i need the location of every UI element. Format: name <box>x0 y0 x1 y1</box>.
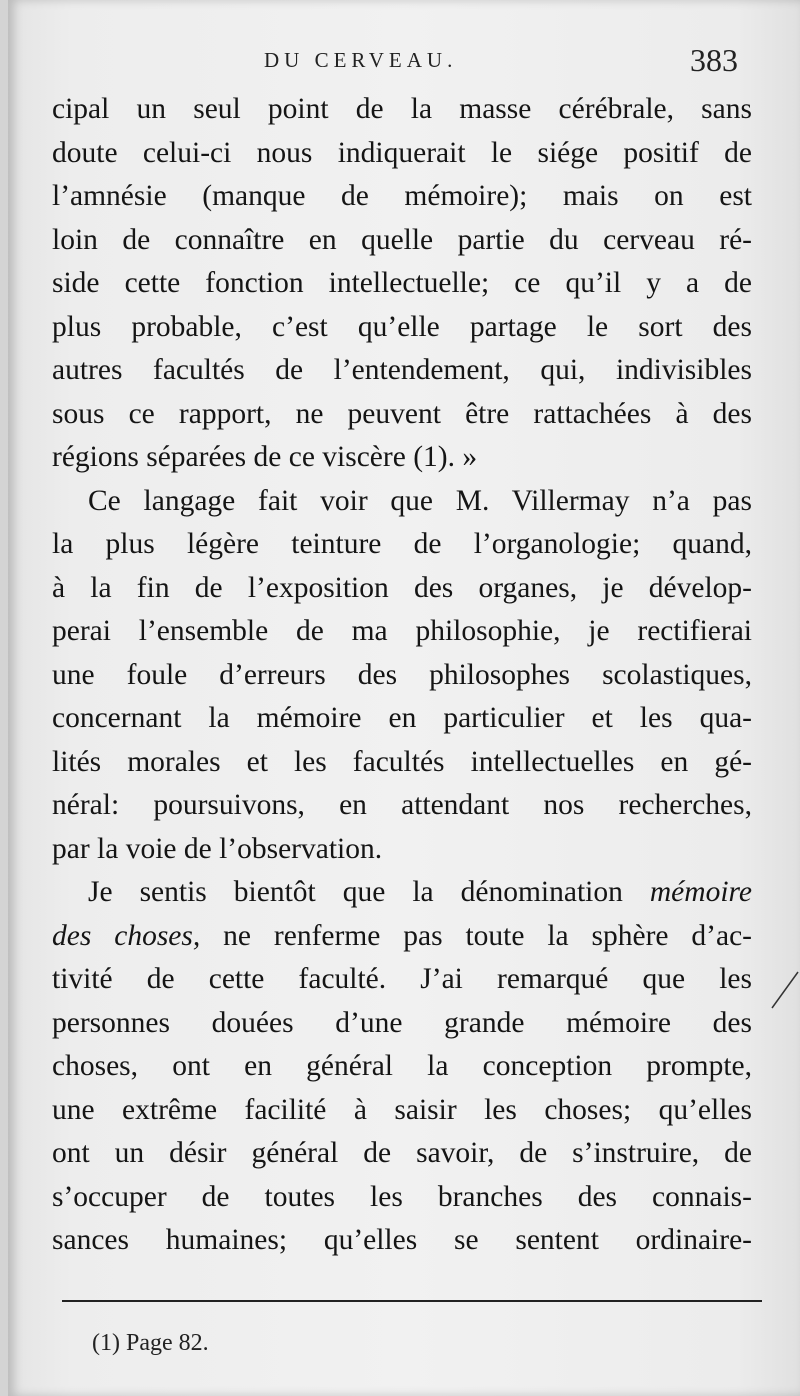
text-line: loin de connaître en quelle partie du cerveau ré- <box>52 223 752 256</box>
margin-pencil-mark <box>764 968 800 1014</box>
page-header <box>0 42 800 82</box>
text-fragment: ne renferme pas toute la sphère d’ac- <box>223 919 753 952</box>
text-line <box>52 915 752 959</box>
text-line: plus probable, c’est qu’elle partage le sort des <box>52 310 752 343</box>
running-head: DU CERVEAU. <box>264 48 458 72</box>
text-line: concernant la mémoire en particulier et les qua- <box>52 702 752 734</box>
text-line: l’amnésie (manque de mémoire); mais on est <box>52 180 752 212</box>
text-fragment: Je sentis bientôt que la dénomination <box>88 876 623 908</box>
text-line: s’occuper de toutes les branches des connais- <box>52 1180 752 1213</box>
text-line: perai l’ensemble de ma philosophie, je rectifierai <box>52 615 752 647</box>
text-line: tivité de cette faculté. J’ai remarqué que les <box>52 963 752 995</box>
footnote: (1) Page 82. <box>92 1330 209 1356</box>
footnote-rule <box>62 1300 762 1302</box>
text-line <box>52 871 752 915</box>
text-line: la plus légère teinture de l’organologie; quand, <box>52 528 752 560</box>
text-line: autres facultés de l’entendement, qui, indivisibles <box>52 354 752 386</box>
text-line: néral: poursuivons, en attendant nos recherches, <box>52 789 752 821</box>
page-number: 383 <box>690 42 738 78</box>
text-line: ont un désir général de savoir, de s’instruire, de <box>52 1137 752 1169</box>
text-line: sous ce rapport, ne peuvent être rattachées à des <box>52 397 752 430</box>
italic-term: des choses, <box>52 919 201 952</box>
body-text <box>52 88 752 1263</box>
text-line: régions séparées de ce viscère (1). » <box>52 441 478 473</box>
text-line: à la fin de l’exposition des organes, je dévelop- <box>52 571 752 604</box>
text-line: side cette fonction intellectuelle; ce qu’il y a de <box>52 267 752 299</box>
text-line: doute celui-ci nous indiquerait le siége positif de <box>52 136 752 169</box>
text-line: par la voie de l’observation. <box>52 832 383 865</box>
text-line: choses, ont en général la conception prompte, <box>52 1050 752 1082</box>
text-line: personnes douées d’une grande mémoire des <box>52 1006 752 1039</box>
text-line: cipal un seul point de la masse cérébrale, sans <box>52 93 752 125</box>
text-line: lités morales et les facultés intellectuelles en gé- <box>52 745 752 778</box>
text-line: Ce langage fait voir que M. Villermay n’a pas <box>88 484 752 517</box>
italic-term: mémoire <box>649 876 753 908</box>
text-line: une foule d’erreurs des philosophes scolastiques, <box>52 658 752 691</box>
text-line: sances humaines; qu’elles se sentent ordinaire- <box>52 1224 752 1256</box>
text-line: une extrême facilité à saisir les choses; qu’elles <box>52 1093 752 1126</box>
